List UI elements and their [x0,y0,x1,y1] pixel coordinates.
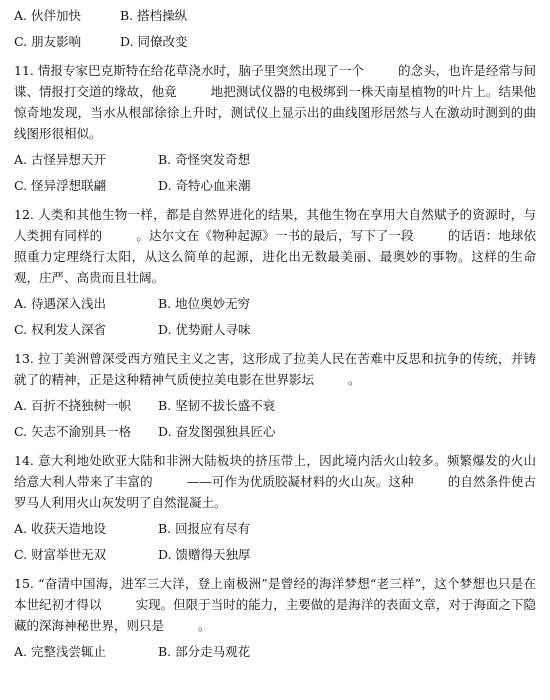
option-row [14,296,536,312]
question-text: 12. 人类和其他生物一样，都是自然界进化的结果，其他生物在享用大自然赋予的资源时，与人类拥有同样的 [14,207,536,243]
option-row [14,178,536,194]
option-b: B. 奇怪突发奇想 [158,152,251,167]
question-text: 实现。但限于当时的能力，主要做的是海洋的表面文章，对于海面之下隐藏的深海神秘世界，则只是 [14,597,536,633]
question-text: 15. “奋清中国海，进军三大洋，登上南极洲”是曾经的海洋梦想“老三样”，这个梦想也只是在本世纪初才得以 [14,576,536,612]
option-d: D. 奇特心血来潮 [158,178,251,193]
option-c: C. 财富举世无双 [14,547,107,562]
question-12 [14,204,536,288]
option-b: B. 搭档操纵 [120,8,188,23]
question-15 [14,573,536,636]
option-c: C. 矢志不渝别具一格 [14,424,132,439]
question-text: 的自然条件使古罗马人利用火山灰发明了自然混凝土。 [14,474,536,510]
option-a: A. 古怪异想天开 [14,152,106,167]
question-14 [14,450,536,513]
question-text: 。 [348,372,361,387]
option-a: A. 伙伴加快 [14,8,81,23]
question-11 [14,60,536,144]
option-a: A. 收获天造地设 [14,521,106,536]
question-text: ——可作为优质胶凝材料的火山灰。这种 [186,474,414,489]
option-a: A. 百折不挠独树一帜 [14,398,131,413]
option-d: D. 优势耐人寻味 [158,322,251,337]
option-b: B. 部分走马观花 [158,644,251,659]
option-c: C. 朋友影响 [14,34,82,49]
question-text: 11. 情报专家巴克斯特在给花草浇水时，脑子里突然出现了一个 [14,63,365,78]
option-c: C. 权利发人深省 [14,322,107,337]
question-text: 。达尔文在《物种起源》一书的最后，写下了一段 [136,228,414,243]
option-row [14,424,536,440]
option-row [14,8,536,24]
option-d: D. 奋发图强独具匠心 [158,424,276,439]
question-text: 14. 意大利地处欧亚大陆和非洲大陆板块的挤压带上，因此境内活火山较多。频繁爆发的火山给意大利人带来了丰富的 [14,453,536,489]
option-row [14,152,536,168]
option-row [14,547,536,563]
question-text: 。 [198,618,211,633]
option-row [14,34,536,50]
option-row [14,521,536,537]
option-c: C. 怪异浮想联翩 [14,178,107,193]
option-d: D. 同僚改变 [120,34,188,49]
option-b: B. 回报应有尽有 [158,521,251,536]
option-a: A. 待遇深入浅出 [14,296,106,311]
question-13 [14,348,536,390]
question-text: 的念头，也许是经常与间谍、情报打交道的缘故，他竟 [14,63,536,99]
option-b: B. 坚韧不拔长盛不衰 [158,398,276,413]
option-row [14,398,536,414]
option-b: B. 地位奥妙无穷 [158,296,251,311]
option-d: D. 馈赠得天独厚 [158,547,251,562]
question-text: 13. 拉丁美洲曾深受西方殖民主义之害，这形成了拉美人民在苦难中反思和抗争的传统，并铸就了的精神，正是这种精神气质使拉美电影在世界影坛 [14,351,536,387]
question-text: 的话语：地球依照重力定理绕行太阳，从这么简单的起源，进化出无数最美丽、最奥妙的事物。这样的生命观，庄严、高贵而且壮阔。 [14,228,536,285]
option-a: A. 完整浅尝辄止 [14,644,106,659]
question-text: 地把测试仪器的电极绑到一株天南星植物的叶片上。结果他惊奇地发现，当水从根部徐徐上升时，测试仪上显示出的曲线图形居然与人在激动时测到的曲线图形很相似。 [14,84,536,141]
option-row [14,322,536,338]
option-row [14,644,536,660]
